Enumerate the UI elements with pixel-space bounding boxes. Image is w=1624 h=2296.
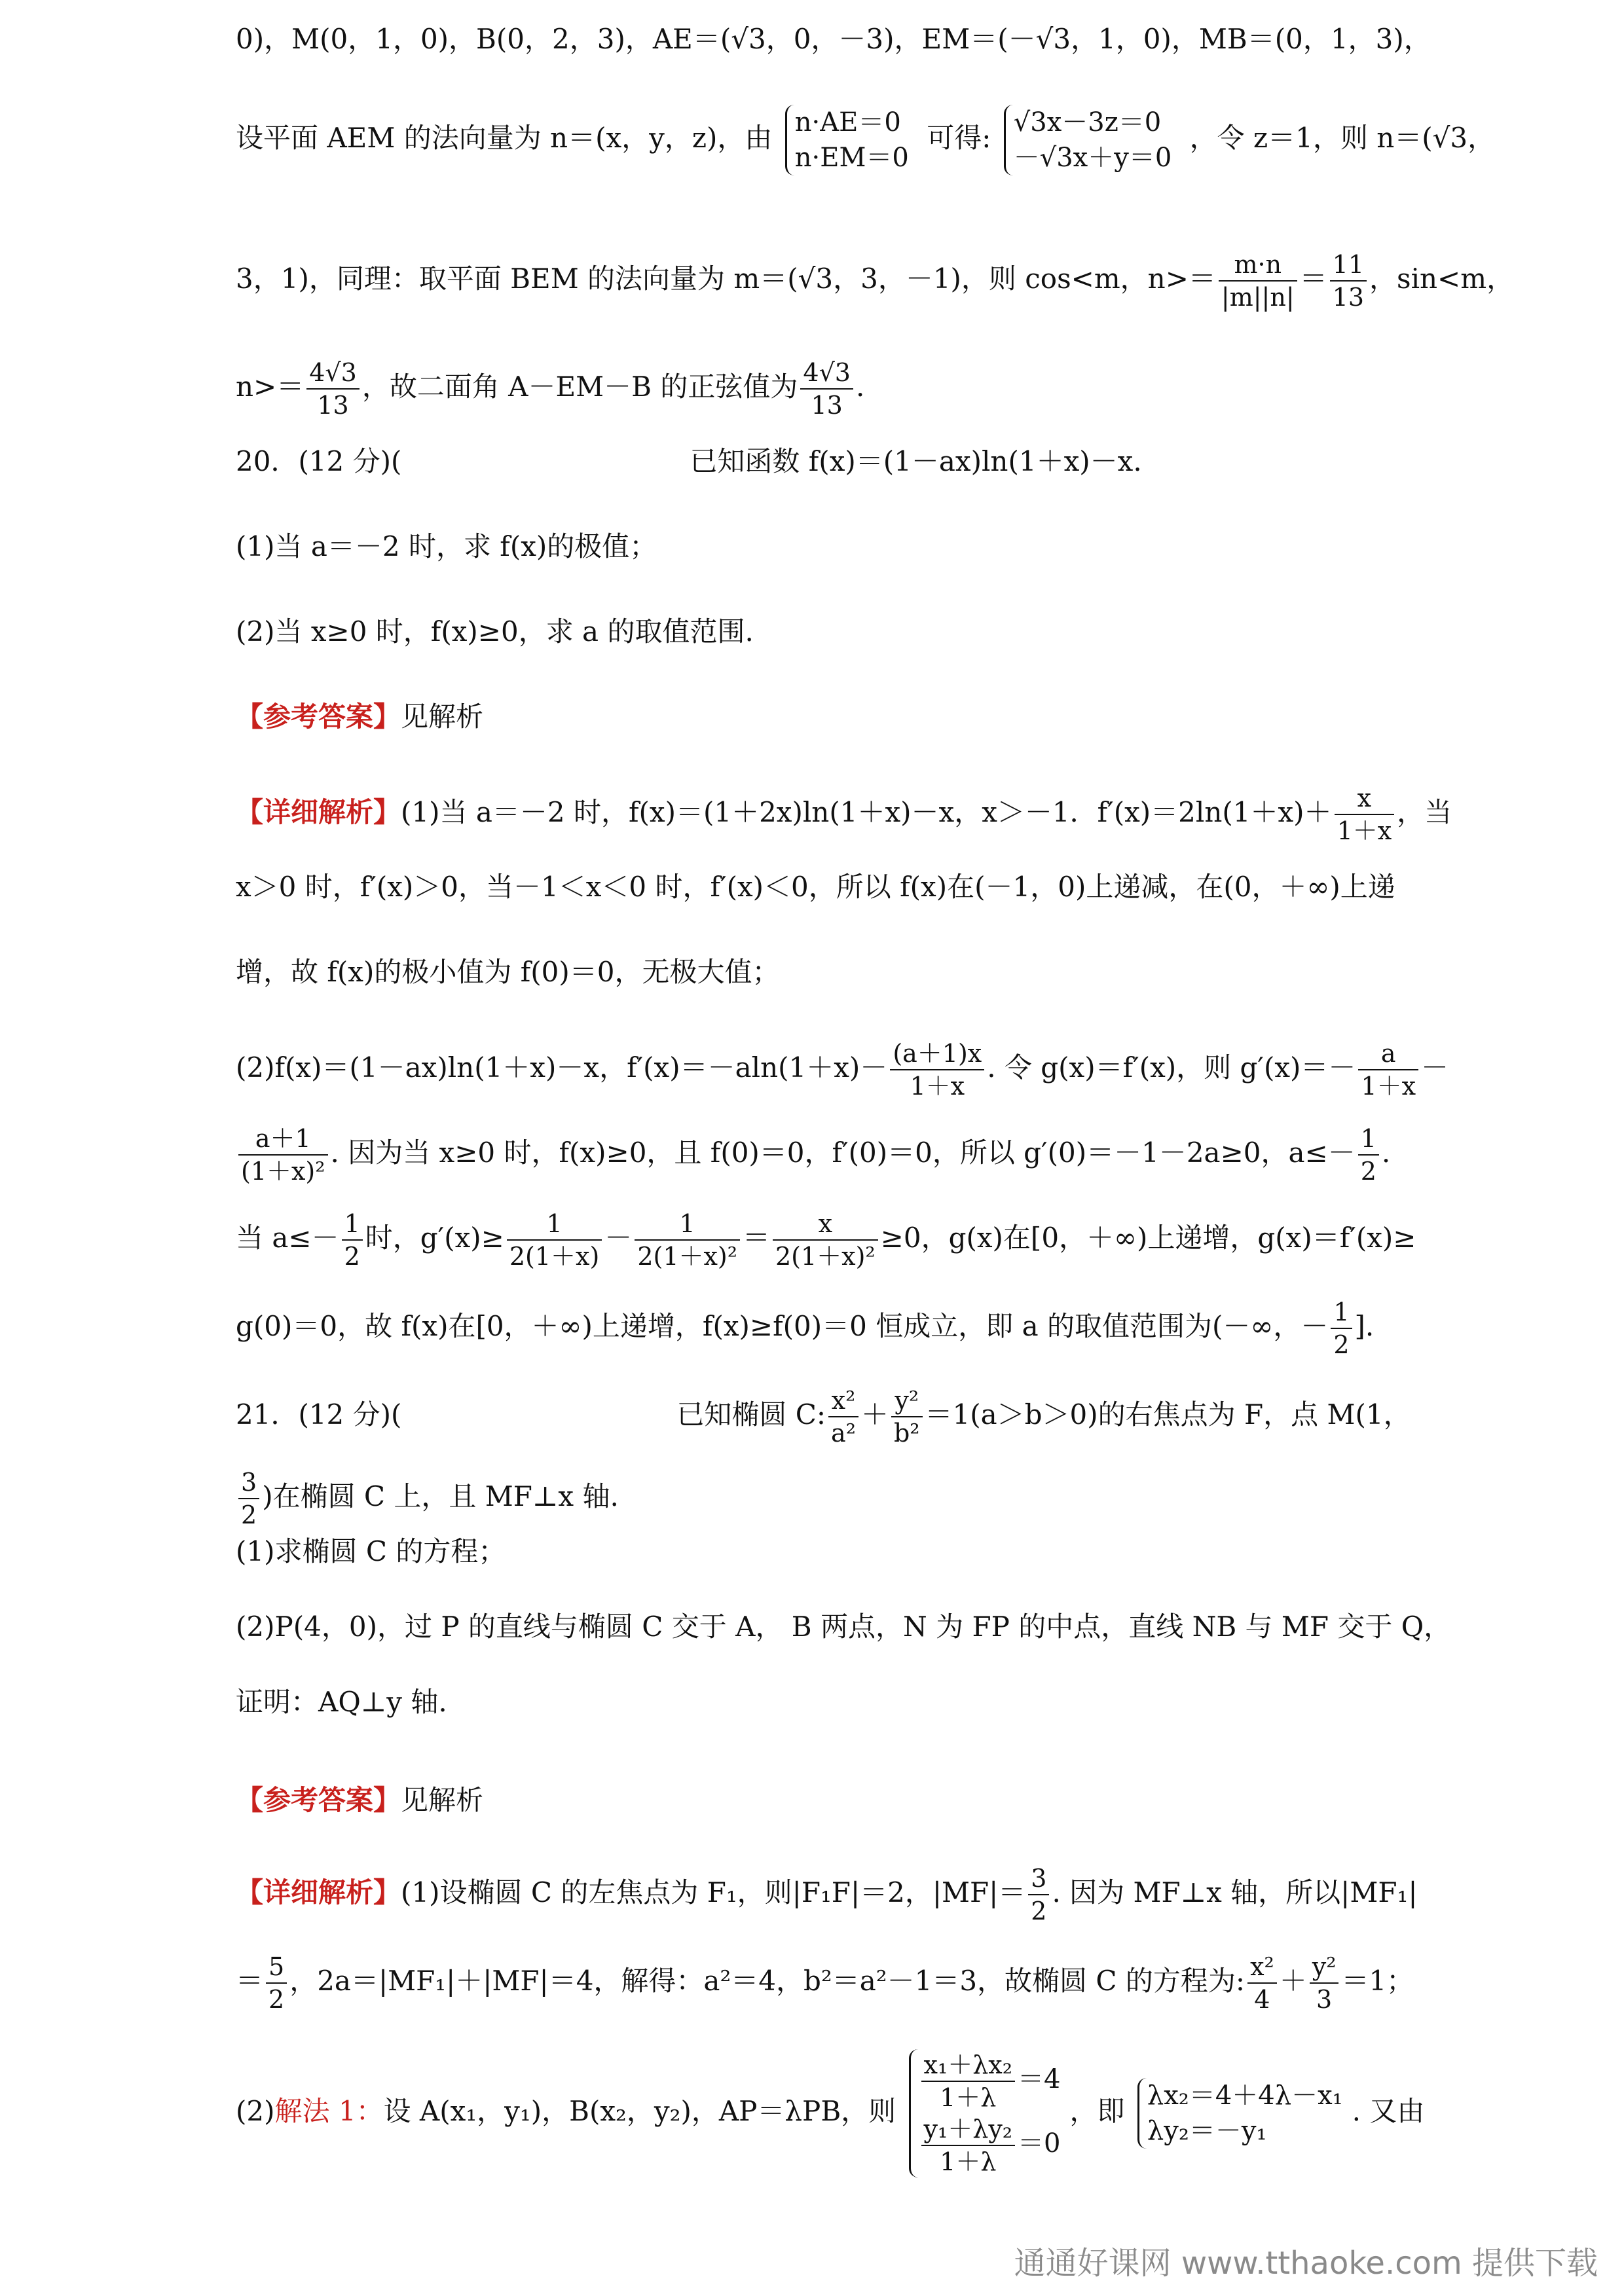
fraction: $\frac{3}{2}$ bbox=[238, 1467, 259, 1531]
text-line: 3，1)，同理：取平面 BEM 的法向量为 m＝(√3，3，－1)，则 cos<m，n>＝ $\frac{m\cdot n}{|m||n|}$ ＝ $\frac{11}{13}$ ，sin<m， bbox=[236, 250, 1515, 312]
fraction: $\frac{3}{2}$ bbox=[1028, 1863, 1049, 1927]
fraction: $\frac{\text{y₁＋λy₂}}{1+\lambda}$ bbox=[921, 2113, 1016, 2178]
fraction: $\frac{x}{\text{2(1＋x)²}}$ bbox=[773, 1208, 878, 1272]
fraction: $\frac{\text{y²}}{\text{b²}}$ bbox=[891, 1385, 923, 1449]
text-line: n>＝ $\frac{4√3}{13}$ ，故二面角 A－EM－B 的正弦值为 $\frac{4√3}{13}$ . bbox=[236, 358, 865, 420]
fraction: $\frac{\text{x₁＋λx₂}}{1+\lambda}$ bbox=[921, 2049, 1015, 2113]
fraction: $\frac{(a+1)x}{1+x}$ bbox=[890, 1038, 984, 1102]
text-line: (2)解法 1：设 A(x₁，y₁)，B(x₂，y₂)，AP＝λPB，则 $\frac{\text{x₁＋λx₂}}{1+\lambda}$ ＝4 $\frac{\text{y₁＋λy₂}}{1+\lambda}$ ＝0 ，即 λx₂＝4＋4λ－x₁ λy₂＝－y₁ . 又由 bbox=[236, 2050, 1425, 2176]
text-line: g(0)＝0，故 f(x)在[0，＋∞)上递增，f(x)≥f(0)＝0 恒成立，即 a 的取值范围为(－∞，－ $\frac{1}{2}$ ]. bbox=[236, 1298, 1375, 1359]
question-21-part-1: (1)求椭圆 C 的方程； bbox=[236, 1535, 506, 1567]
fraction: $\frac{a+1}{\text{(1＋x)²}}$ bbox=[238, 1123, 328, 1187]
fraction: $\frac{1}{2(1+x)}$ bbox=[507, 1208, 602, 1272]
text-line: x＞0 时，f′(x)＞0，当－1＜x＜0 时，f′(x)＜0，所以 f(x)在(－1，0)上递减，在(0，＋∞)上递 bbox=[236, 871, 1395, 903]
question-20-part-1: (1)当 a＝－2 时，求 f(x)的极值； bbox=[236, 530, 657, 562]
fraction: $\frac{11}{13}$ bbox=[1330, 249, 1367, 313]
text-line: 0)，M(0，1，0)，B(0，2，3)，AE＝(√3，0，－3)，EM＝(－√3，1，0)，MB＝(0，1，3)， bbox=[236, 23, 1431, 55]
reference-answer: 【参考答案】见解析 bbox=[236, 701, 484, 733]
text-line: ＝ $\frac{5}{2}$ ，2a＝|MF₁|＋|MF|＝4，解得：a²＝4，b²＝a²－1＝3，故椭圆 C 的方程为: $\frac{\text{x²}}{4}$ ＋ $\frac{\text{y²}}{3}$ ＝1； bbox=[236, 1952, 1414, 2014]
question-20: 20．(12 分)( 已知函数 f(x)＝(1－ax)ln(1＋x)－x. bbox=[236, 445, 1142, 477]
fraction: $\frac{1}{2}$ bbox=[1358, 1123, 1379, 1187]
fraction: $\frac{1}{\text{2(1＋x)²}}$ bbox=[635, 1208, 740, 1272]
text-line: 增，故 f(x)的极小值为 f(0)＝0，无极大值； bbox=[236, 956, 780, 988]
fraction: $\frac{1}{2}$ bbox=[342, 1208, 363, 1272]
fraction: $\frac{\text{x²}}{\text{a²}}$ bbox=[828, 1385, 858, 1449]
fraction: $\frac{\text{y²}}{3}$ bbox=[1310, 1951, 1339, 2015]
equation-system: n·AE＝0 n·EM＝0 bbox=[785, 105, 914, 175]
detailed-solution: 【详细解析】(1)当 a＝－2 时，f(x)＝(1＋2x)ln(1＋x)－x，x＞－1．f′(x)＝2ln(1＋x)＋ $\frac{x}{1+x}$ ，当 bbox=[236, 784, 1452, 845]
fraction: $\frac{m\cdot n}{|m||n|}$ bbox=[1219, 249, 1297, 313]
fraction: $\frac{1}{2}$ bbox=[1331, 1296, 1352, 1360]
equation-system: λx₂＝4＋4λ－x₁ λy₂＝－y₁ bbox=[1137, 2078, 1348, 2149]
equation-system: √3x－3z＝0 －√3x＋y＝0 bbox=[1004, 105, 1177, 175]
fraction: $\frac{a}{1+x}$ bbox=[1358, 1038, 1418, 1102]
fraction: $\frac{x}{1+x}$ bbox=[1335, 782, 1395, 847]
question-21-part-2: (2)P(4，0)，过 P 的直线与椭圆 C 交于 A， B 两点，N 为 FP 的中点，直线 NB 与 MF 交于 Q， bbox=[236, 1611, 1452, 1643]
text-line: $\frac{3}{2}$ )在椭圆 C 上，且 MF⊥x 轴. bbox=[236, 1467, 619, 1531]
text-line: 证明：AQ⊥y 轴. bbox=[236, 1686, 447, 1718]
fraction: $\frac{\text{x²}}{4}$ bbox=[1247, 1951, 1277, 2015]
fraction: $\frac{4√3}{13}$ bbox=[306, 357, 360, 421]
text-line: 当 a≤－ $\frac{1}{2}$ 时，g′(x)≥ $\frac{1}{2(1+x)}$ － $\frac{1}{\text{2(1＋x)²}}$ ＝ $\frac{x}{\text{2(1＋x)²}}$ ≥0，g(x)在[0，＋∞)上递增，g(x)＝f′(x)≥ bbox=[236, 1209, 1416, 1271]
reference-answer: 【参考答案】见解析 bbox=[236, 1784, 484, 1816]
watermark: 通通好课网 www.tthaoke.com 提供下载 bbox=[1014, 2245, 1598, 2282]
text-line: 设平面 AEM 的法向量为 n＝(x，y，z)，由 n·AE＝0 n·EM＝0 可得: √3x－3z＝0 －√3x＋y＝0 ，令 z＝1，则 n＝(√3， bbox=[236, 105, 1495, 175]
text-line: $\frac{a+1}{\text{(1＋x)²}}$ . 因为当 x≥0 时，f(x)≥0，且 f(0)＝0，f′(0)＝0，所以 g′(0)＝－1－2a≥0，a≤－ $\frac{1}{2}$ . bbox=[236, 1123, 1390, 1187]
text-line: (2)f(x)＝(1－ax)ln(1＋x)－x，f′(x)＝－aln(1＋x)－ $\frac{(a+1)x}{1+x}$ . 令 g(x)＝f′(x)，则 g′(x)＝－ $\frac{a}{1+x}$ － bbox=[236, 1039, 1449, 1101]
fraction: $\frac{5}{2}$ bbox=[266, 1951, 287, 2015]
fraction: $\frac{4√3}{13}$ bbox=[800, 357, 853, 421]
question-20-part-2: (2)当 x≥0 时，f(x)≥0，求 a 的取值范围. bbox=[236, 615, 754, 647]
detailed-solution: 【详细解析】(1)设椭圆 C 的左焦点为 F₁，则|F₁F|＝2，|MF|＝ $\frac{3}{2}$ . 因为 MF⊥x 轴，所以|MF₁| bbox=[236, 1864, 1418, 1925]
question-21: 21．(12 分)( 已知椭圆 C: $\frac{\text{x²}}{\text{a²}}$ ＋ $\frac{\text{y²}}{\text{b²}}$ ＝1(a＞b＞0)的右焦点为 F，点 M(1， bbox=[236, 1386, 1411, 1448]
equation-system: $\frac{\text{x₁＋λx₂}}{1+\lambda}$ ＝4 $\frac{\text{y₁＋λy₂}}{1+\lambda}$ ＝0 bbox=[909, 2049, 1066, 2178]
